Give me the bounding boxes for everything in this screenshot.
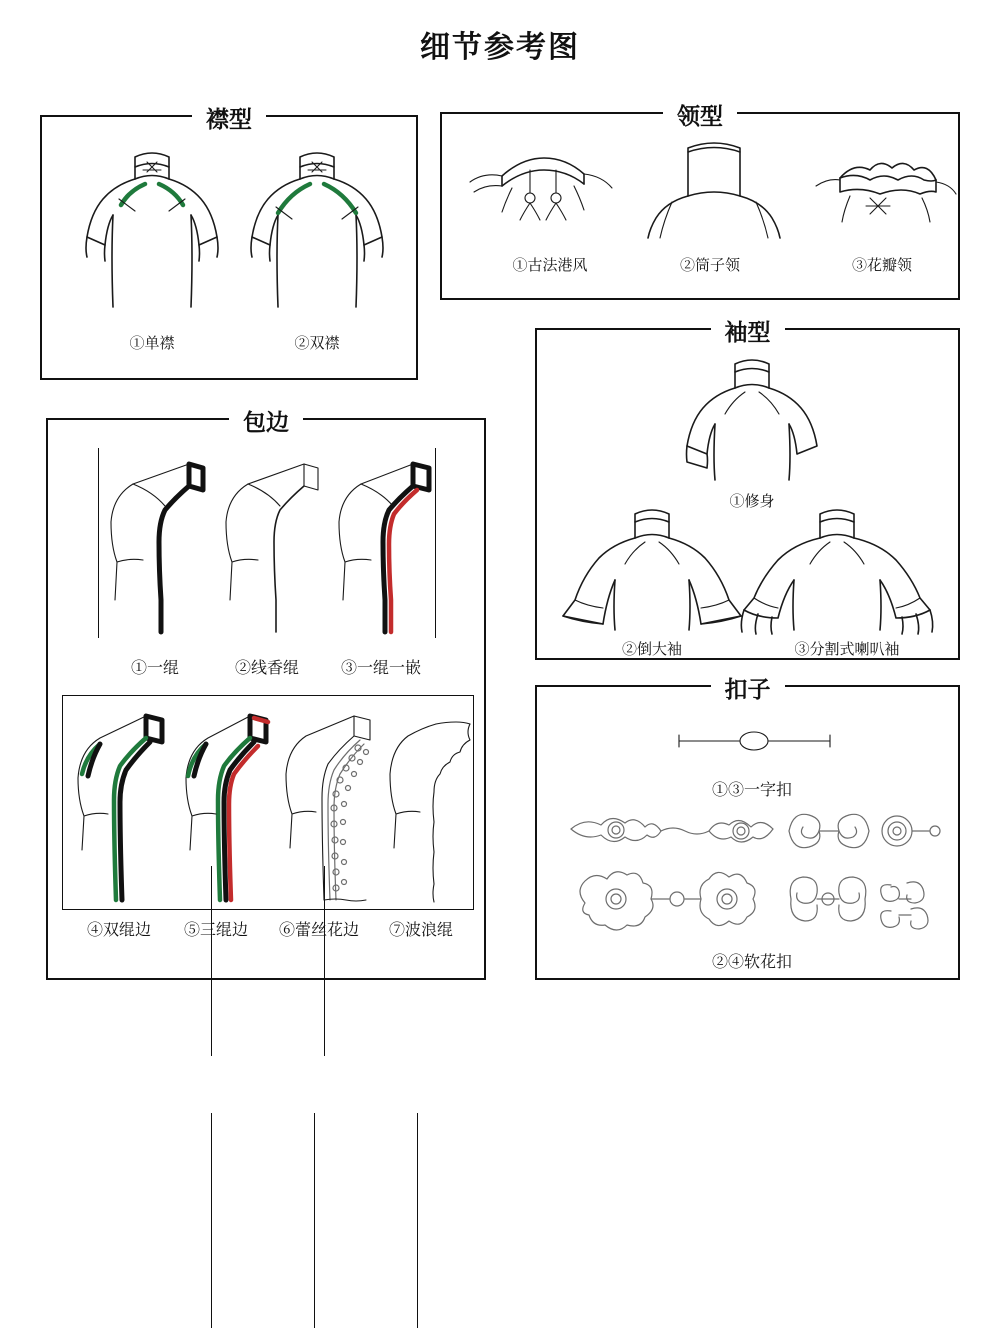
panel-sleeve [535,319,960,660]
caption-edging-4: ④双绲边 [86,922,152,939]
panel-button-title: 扣子 [711,671,785,704]
figure-edging-yikun [103,450,208,635]
figure-lapel-double [232,137,402,327]
edging-row2-divider-1 [211,1113,212,1328]
caption-edging-2: ②线香绲 [234,660,300,677]
panel-edging [46,409,486,980]
caption-sleeve-2: ②倒大袖 [621,641,683,658]
figure-collar-tube [630,126,790,242]
figure-edging-yikunyiqian [331,450,436,635]
panel-lapel-title: 襟型 [192,101,266,134]
figure-sleeve-flare [732,500,947,635]
caption-edging-6: ⑥蕾丝花边 [278,922,360,939]
caption-lapel-1: ①单襟 [129,335,175,352]
caption-button-2: ②④软花扣 [711,954,793,971]
caption-edging-1: ①一绲 [130,660,180,677]
edging-row2-divider-3 [417,1113,418,1328]
figure-collar-gufa [460,132,620,242]
caption-sleeve-1: ①修身 [729,493,775,510]
caption-edging-3: ③一绲一嵌 [340,660,422,677]
figure-edging-xianxiang [218,450,323,635]
figure-sleeve-daoda [557,500,747,635]
caption-sleeve-3: ③分割式喇叭袖 [794,641,900,658]
panel-collar [440,103,960,300]
caption-collar-3: ③花瓣领 [851,257,913,274]
figure-lapel-single [67,137,237,327]
figure-collar-petal [810,136,960,241]
edging-row2-divider-2 [314,1113,315,1328]
figure-sleeve-slim [667,348,837,488]
caption-collar-1: ①古法港风 [512,257,588,274]
caption-edging-7: ⑦波浪绲 [388,922,454,939]
caption-edging-5: ⑤三绲边 [183,922,249,939]
figure-edging-sankun [178,700,278,905]
panel-sleeve-title: 袖型 [711,314,785,347]
figure-edging-shuangkun [70,700,170,905]
panel-collar-title: 领型 [663,98,737,131]
figure-edging-wave [384,700,479,905]
caption-collar-2: ②筒子领 [679,257,741,274]
page-title: 细节参考图 [420,31,580,64]
caption-button-1: ①③一字扣 [711,782,793,799]
panel-button [535,676,960,980]
figure-edging-lace [280,700,380,905]
panel-lapel [40,106,418,380]
panel-edging-title: 包边 [229,404,303,437]
figure-button-bar [667,722,842,762]
caption-lapel-2: ②双襟 [294,335,340,352]
figure-button-soft [561,807,941,942]
